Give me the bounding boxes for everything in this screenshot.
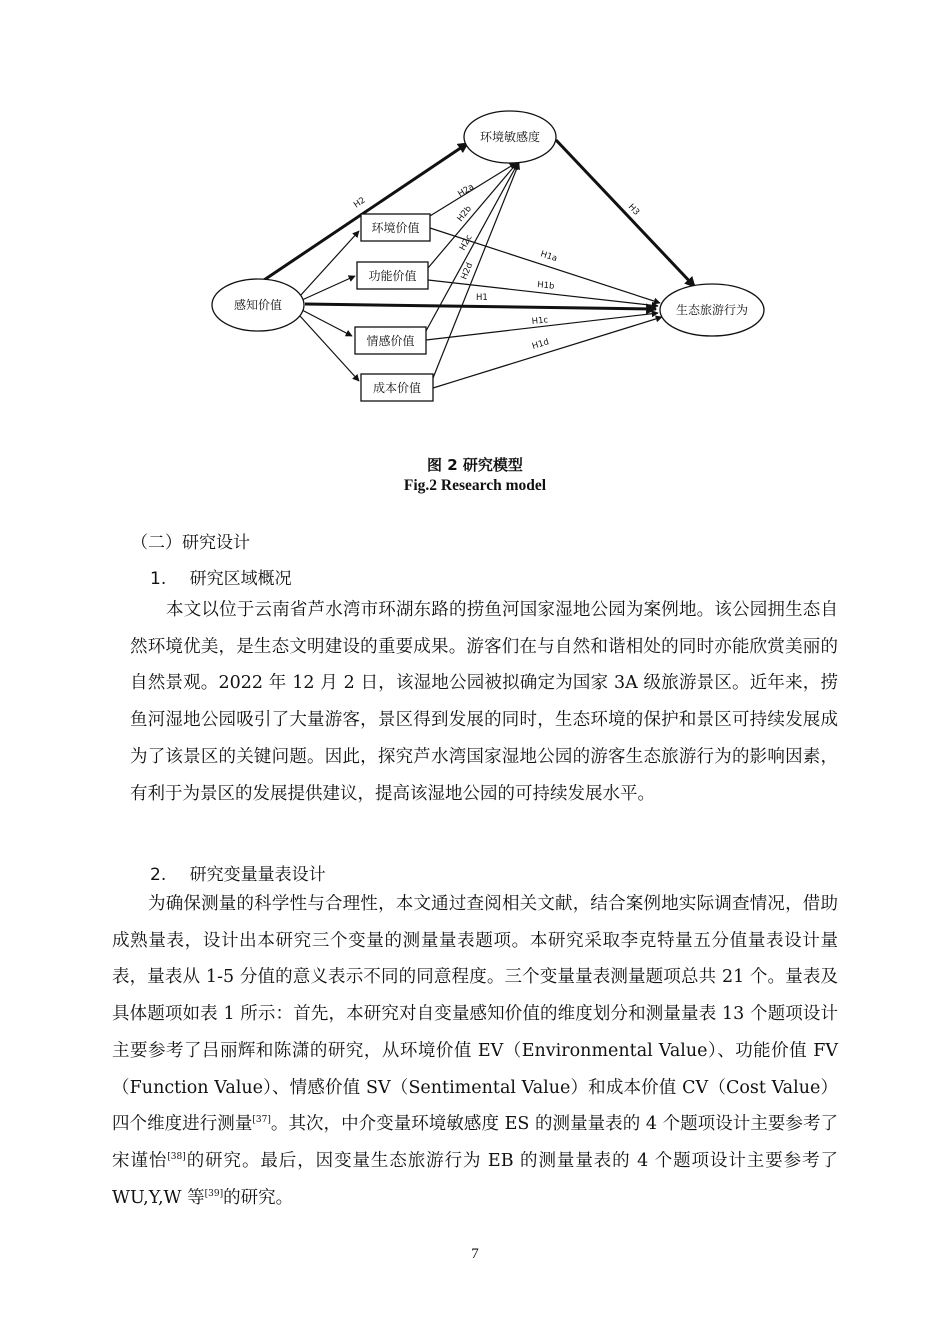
node-cost-value-label: 成本价值 xyxy=(372,381,422,395)
label-h1b: H1b xyxy=(536,280,555,292)
paragraph-scale-design-part-b: 。其次，中介变量环境敏感度 ES 的测量量表的 4 个题项设计主要参考了宋谨怡 xyxy=(112,1114,839,1171)
label-h2: H2 xyxy=(352,195,368,211)
label-h1c: H1c xyxy=(531,315,549,327)
subsection-2 xyxy=(150,860,326,885)
label-h1d: H1d xyxy=(530,337,551,352)
subsection-1-title: 研究区域概况 xyxy=(189,569,292,589)
node-perceived-value-label: 感知价值 xyxy=(233,298,283,312)
label-h3: H3 xyxy=(625,202,642,218)
node-func-value-label: 功能价值 xyxy=(368,269,417,283)
edge-pv-func xyxy=(302,276,355,300)
citation-37: [37] xyxy=(252,1115,271,1126)
node-eco-behavior-label: 生态旅游行为 xyxy=(675,303,749,317)
label-h2a: H2a xyxy=(456,182,477,200)
subsection-2-number: 2. xyxy=(150,865,167,885)
label-h1: H1 xyxy=(476,293,488,303)
subsection-1-number: 1. xyxy=(150,569,167,589)
edge-h1d xyxy=(433,317,662,388)
label-h2b: H2b xyxy=(455,204,474,224)
figure-caption-en: Fig.2 Research model xyxy=(403,477,547,494)
paragraph-scale-design-part-d: 的研究。 xyxy=(223,1187,294,1208)
section-heading: （二）研究设计 xyxy=(131,533,250,553)
figure-caption-cn: 图 2 研究模型 xyxy=(427,456,523,474)
label-h1a: H1a xyxy=(539,249,559,265)
edge-pv-env xyxy=(300,231,359,296)
edge-h2d xyxy=(433,163,519,378)
label-h2d: H2d xyxy=(459,261,476,282)
paragraph-scale-design xyxy=(112,886,838,1216)
node-env-sensitivity-label: 环境敏感度 xyxy=(479,130,541,144)
subsection-1 xyxy=(150,564,292,589)
edge-h1 xyxy=(305,304,656,309)
edge-h3 xyxy=(556,140,695,287)
paragraph-scale-design-part-a: 为确保测量的科学性与合理性，本文通过查阅相关文献，结合案例地实际调查情况，借助成熟量表，设计出本研究三个变量的测量量表题项。本研究采取李克特量五分值量表设计量表，量表从 1-5 分值的意义表示不同的同意程度。三个变量量表测量题项总共 21 个。量表及具体题项如表 1 所示：首先，本研究对自变量感知价值的维度划分和测量量表 13 个题项设计主要参考了吕丽辉和陈潇的研究，从环境价值 EV（Environmental Value）、功能价值 FV（Function Value）、情感价值 SV（Sentimental Value）和成本价值 CV（Cost Value）四个维度进行测量 xyxy=(112,894,838,1135)
label-h2c: H2c xyxy=(457,233,475,253)
node-emo-value-label: 情感价值 xyxy=(366,334,415,348)
citation-38: [38] xyxy=(167,1151,186,1162)
node-env-value-label: 环境价值 xyxy=(371,221,420,235)
page-number: 7 xyxy=(471,1246,479,1262)
edge-pv-cost xyxy=(300,316,359,381)
research-model-diagram xyxy=(0,0,950,440)
paragraph-study-area: 本文以位于云南省芦水湾市环湖东路的捞鱼河国家湿地公园为案例地。该公园拥生态自然环境优美，是生态文明建设的重要成果。游客们在与自然和谐相处的同时亦能欣赏美丽的自然景观。2022 年 12 月 2 日，该湿地公园被拟确定为国家 3A 级旅游景区。近年来，捞鱼河湿地公园吸引了大量游客，景区得到发展的同时，生态环境的保护和景区可持续发展成为了该景区的关键问题。因此，探究芦水湾国家湿地公园的游客生态旅游行为的影响因素，有利于为景区的发展提供建议，提高该湿地公园的可持续发展水平。 xyxy=(130,600,838,804)
paragraph-scale-design-part-c: 的研究。最后，因变量生态旅游行为 EB 的测量量表的 4 个题项设计主要参考了 WU,Y,W 等 xyxy=(112,1150,838,1208)
citation-39: [39] xyxy=(204,1188,224,1199)
subsection-2-title: 研究变量量表设计 xyxy=(189,865,326,885)
edge-pv-emo xyxy=(302,310,352,336)
